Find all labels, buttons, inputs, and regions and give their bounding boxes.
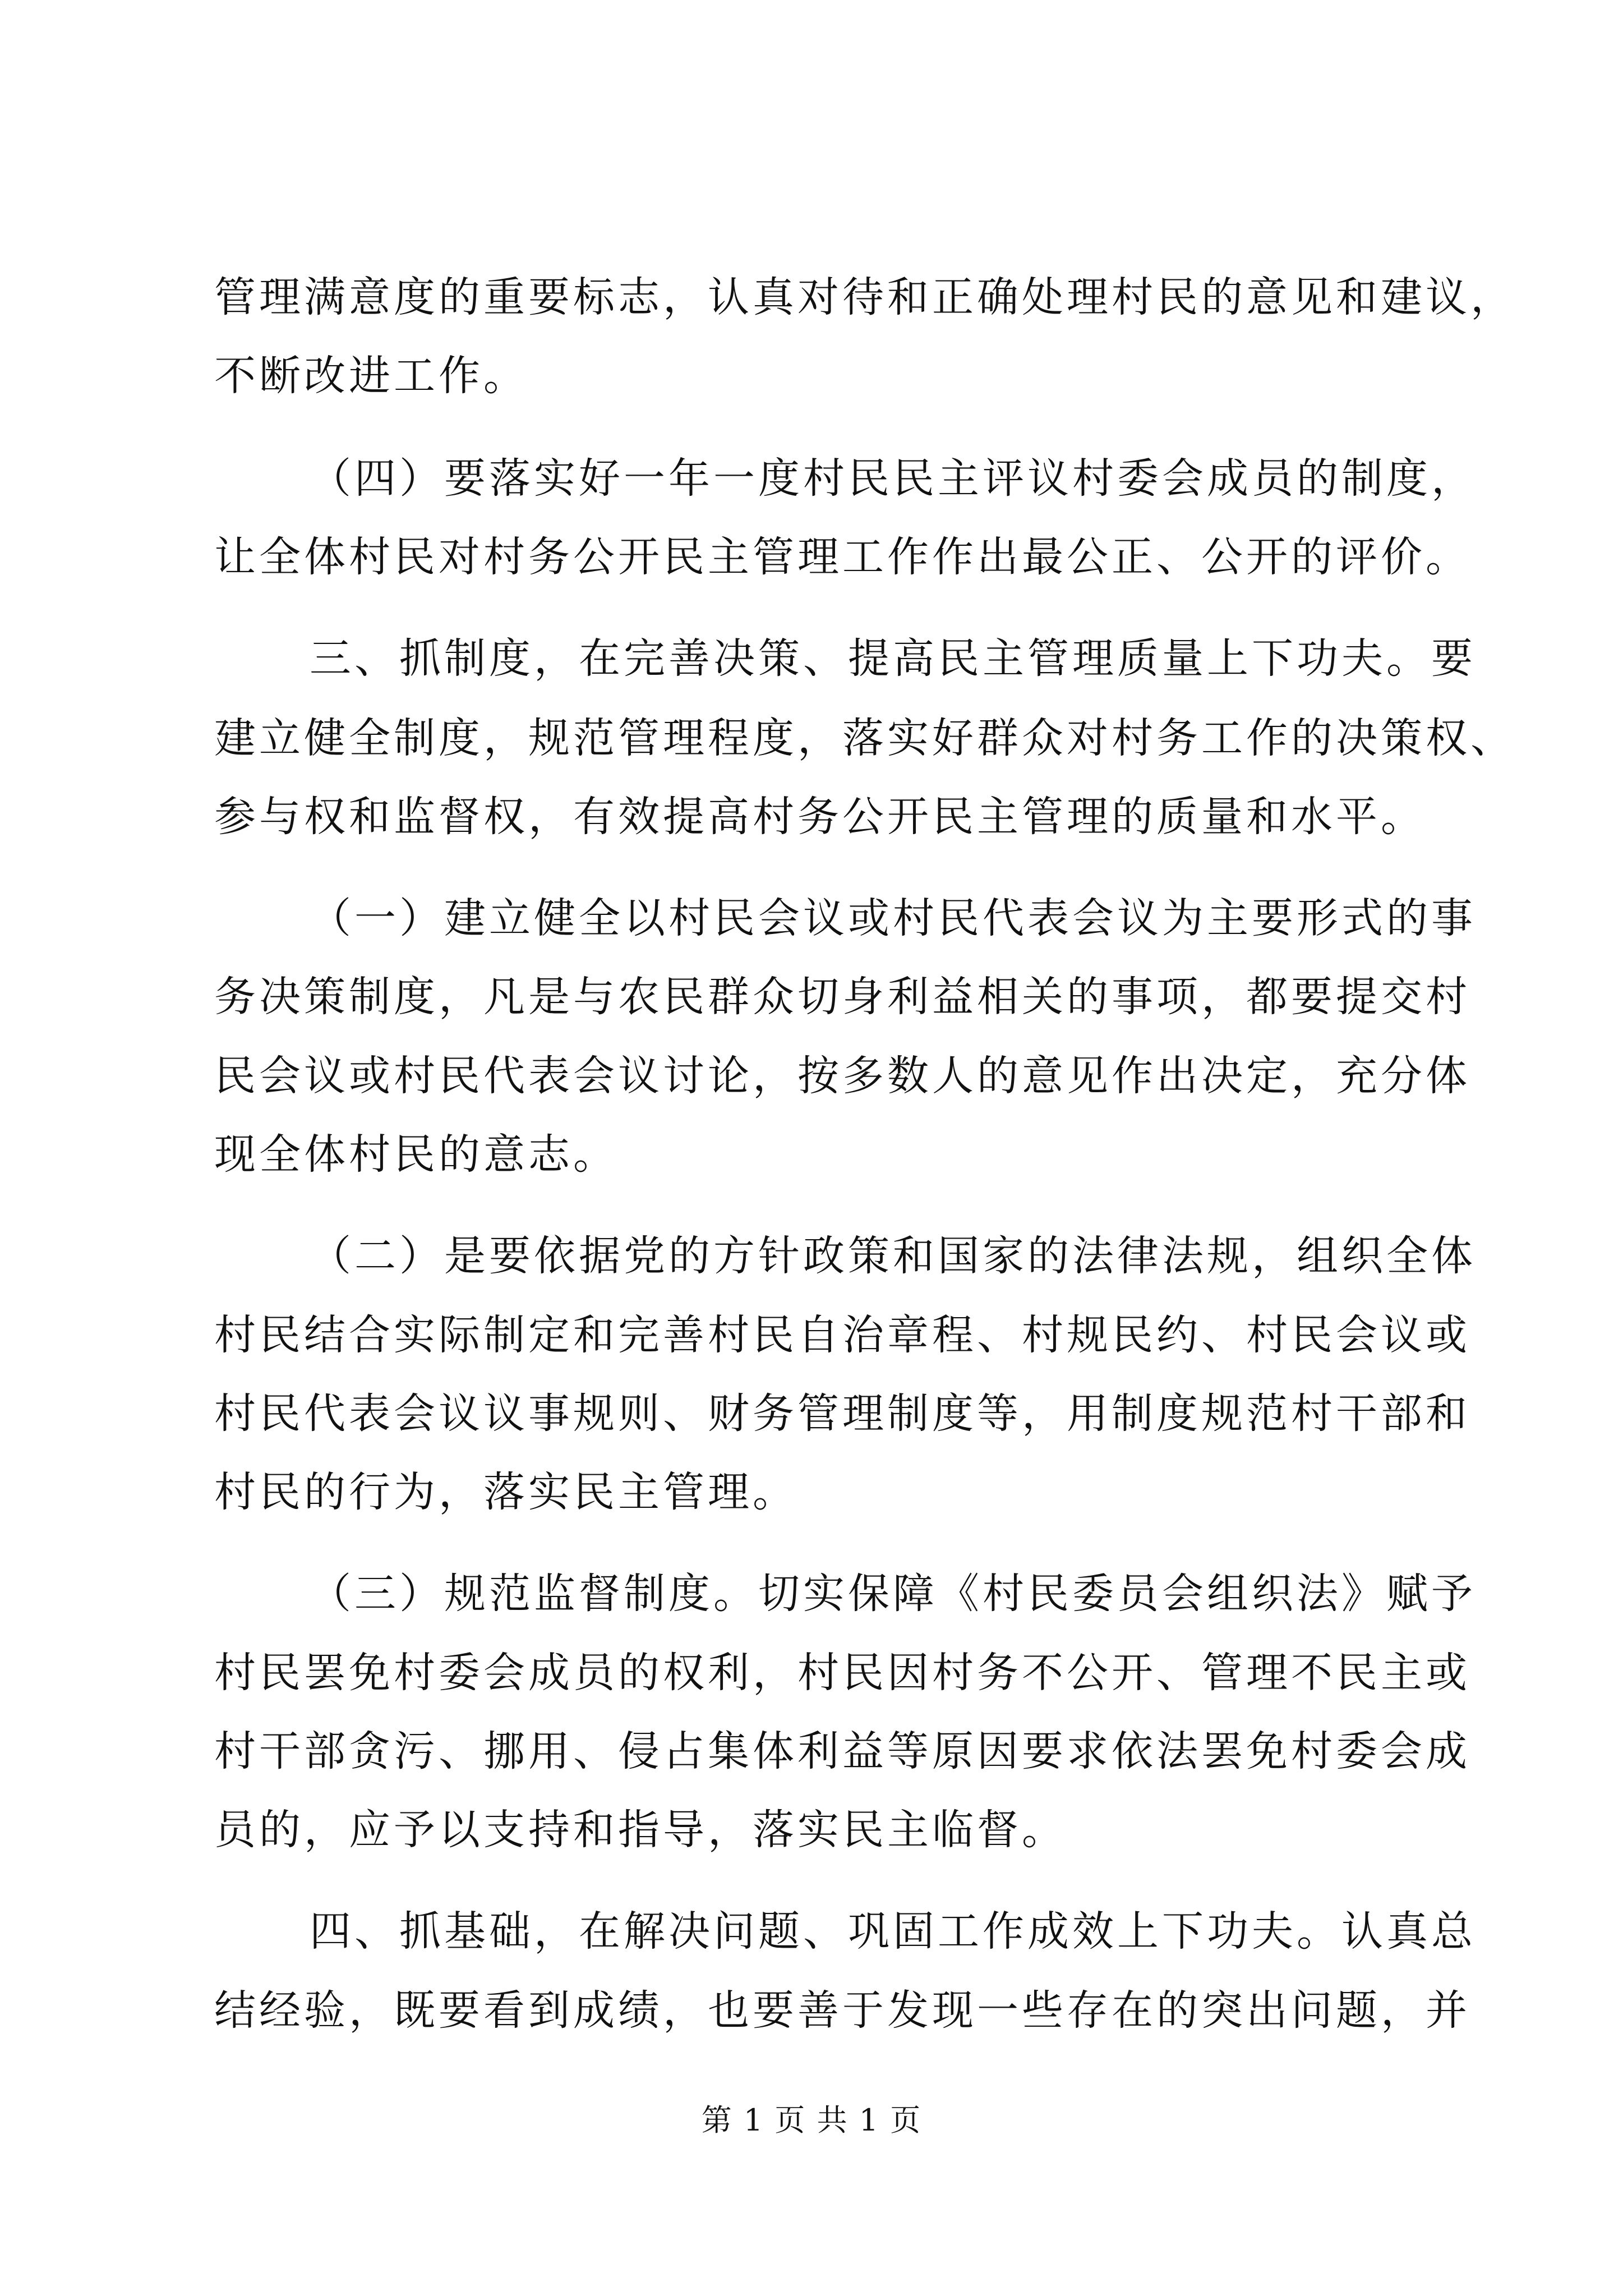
text-line: 结经验，既要看到成绩，也要善于发现一些存在的突出问题，并 <box>214 1986 1470 2035</box>
text-line: 不断改进工作。 <box>214 352 528 400</box>
text-line: 民会议或村民代表会议讨论，按多数人的意见作出决定，充分体 <box>214 1052 1470 1100</box>
text-line: 三、抓制度，在完善决策、提高民主管理质量上下功夫。要 <box>310 634 1476 683</box>
text-line: 现全体村民的意志。 <box>214 1130 618 1179</box>
text-line: （二）是要依据党的方针政策和国家的法律法规，组织全体 <box>310 1232 1476 1280</box>
text-line: 村干部贪污、挪用、侵占集体利益等原因要求依法罢免村委会成 <box>214 1727 1470 1775</box>
text-line: 让全体村民对村务公开民主管理工作作出最公正、公开的评价。 <box>214 533 1470 581</box>
text-line: 参与权和监督权，有效提高村务公开民主管理的质量和水平。 <box>214 793 1426 841</box>
text-line: （四）要落实好一年一度村民民主评议村委会成员的制度， <box>310 454 1476 503</box>
text-line: 村民的行为，落实民主管理。 <box>214 1468 797 1516</box>
text-line: 管理满意度的重要标志，认真对待和正确处理村民的意见和建议， <box>214 273 1515 321</box>
text-line: 村民代表会议议事规则、财务管理制度等，用制度规范村干部和 <box>214 1389 1470 1438</box>
page-footer: 第 1 页 共 1 页 <box>701 2102 922 2138</box>
text-line: （三）规范监督制度。切实保障《村民委员会组织法》赋予 <box>310 1570 1476 1618</box>
text-line: 四、抓基础，在解决问题、巩固工作成效上下功夫。认真总 <box>310 1907 1476 1955</box>
text-line: 村民结合实际制定和完善村民自治章程、村规民约、村民会议或 <box>214 1311 1470 1359</box>
text-line: 村民罢免村委会成员的权利，村民因村务不公开、管理不民主或 <box>214 1649 1470 1697</box>
text-line: 建立健全制度，规范管理程度，落实好群众对村务工作的决策权、 <box>214 714 1515 762</box>
text-line: 务决策制度，凡是与农民群众切身利益相关的事项，都要提交村 <box>214 973 1470 1021</box>
text-line: （一）建立健全以村民会议或村民代表会议为主要形式的事 <box>310 894 1476 942</box>
text-line: 员的，应予以支持和指导，落实民主临督。 <box>214 1806 1067 1854</box>
